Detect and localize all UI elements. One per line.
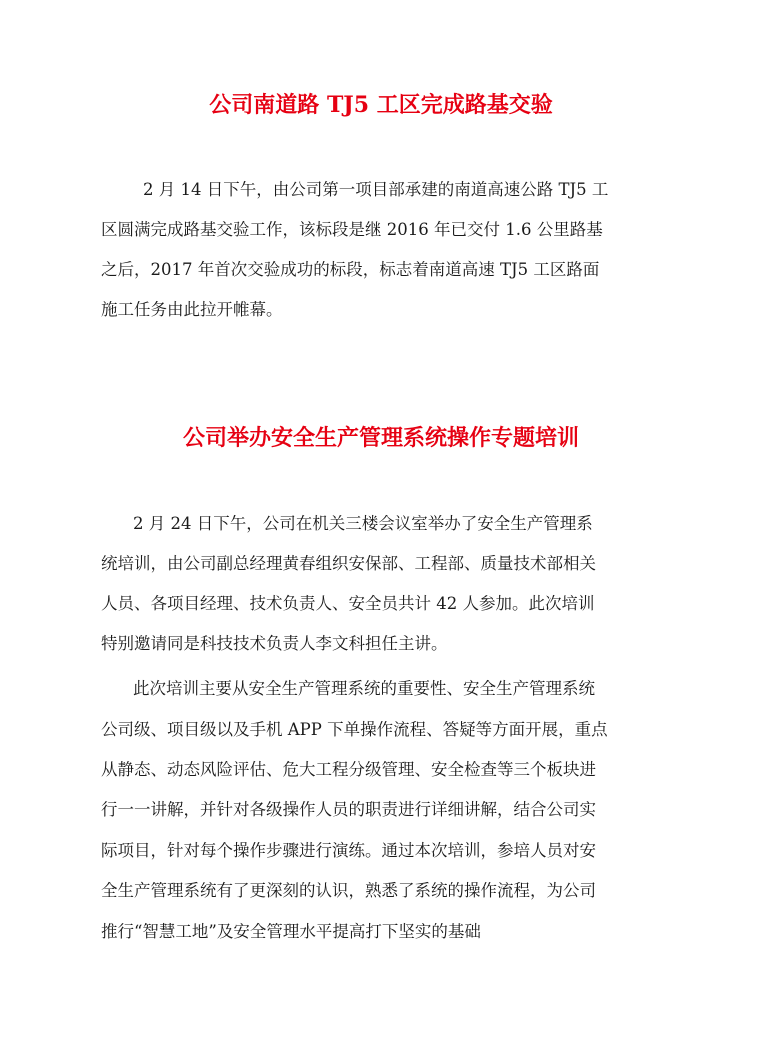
paragraph-line: 统培训，由公司副总经理黄春组织安保部、工程部、质量技术部相关 (101, 554, 596, 573)
paragraph-line: 区圆满完成路基交验工作，该标段是继 2016 年已交付 1.6 公里路基 (101, 220, 603, 239)
paragraph-line: 施工任务由此拉开帷幕。 (101, 300, 283, 319)
paragraph-line: 2 月 14 日下午，由公司第一项目部承建的南道高速公路 TJ5 工 (143, 180, 609, 199)
paragraph-line: 之后，2017 年首次交验成功的标段，标志着南道高速 TJ5 工区路面 (101, 260, 600, 279)
paragraph-line: 公司级、项目级以及手机 APP 下单操作流程、答疑等方面开展，重点 (101, 720, 608, 739)
paragraph-line: 从静态、动态风险评估、危大工程分级管理、安全检查等三个板块进 (101, 760, 596, 779)
paragraph-line: 际项目，针对每个操作步骤进行演练。通过本次培训，参培人员对安 (101, 841, 596, 860)
article-title: 公司举办安全生产管理系统操作专题培训 (182, 425, 579, 451)
paragraph-line: 推行“智慧工地”及安全管理水平提高打下坚实的基础 (101, 922, 481, 941)
paragraph-line: 人员、各项目经理、技术负责人、安全员共计 42 人参加。此次培训 (101, 594, 595, 613)
paragraph-line: 2 月 24 日下午，公司在机关三楼会议室举办了安全生产管理系 (133, 514, 593, 533)
paragraph-line: 特别邀请同是科技技术负责人李文科担任主讲。 (101, 634, 448, 653)
paragraph-line: 行一一讲解，并针对各级操作人员的职责进行详细讲解，结合公司实 (101, 800, 596, 819)
paragraph-line: 全生产管理系统有了更深刻的认识，熟悉了系统的操作流程，为公司 (101, 881, 596, 900)
paragraph-line: 此次培训主要从安全生产管理系统的重要性、安全生产管理系统 (133, 679, 595, 698)
article-title: 公司南道路 TJ5 工区完成路基交验 (209, 92, 553, 118)
